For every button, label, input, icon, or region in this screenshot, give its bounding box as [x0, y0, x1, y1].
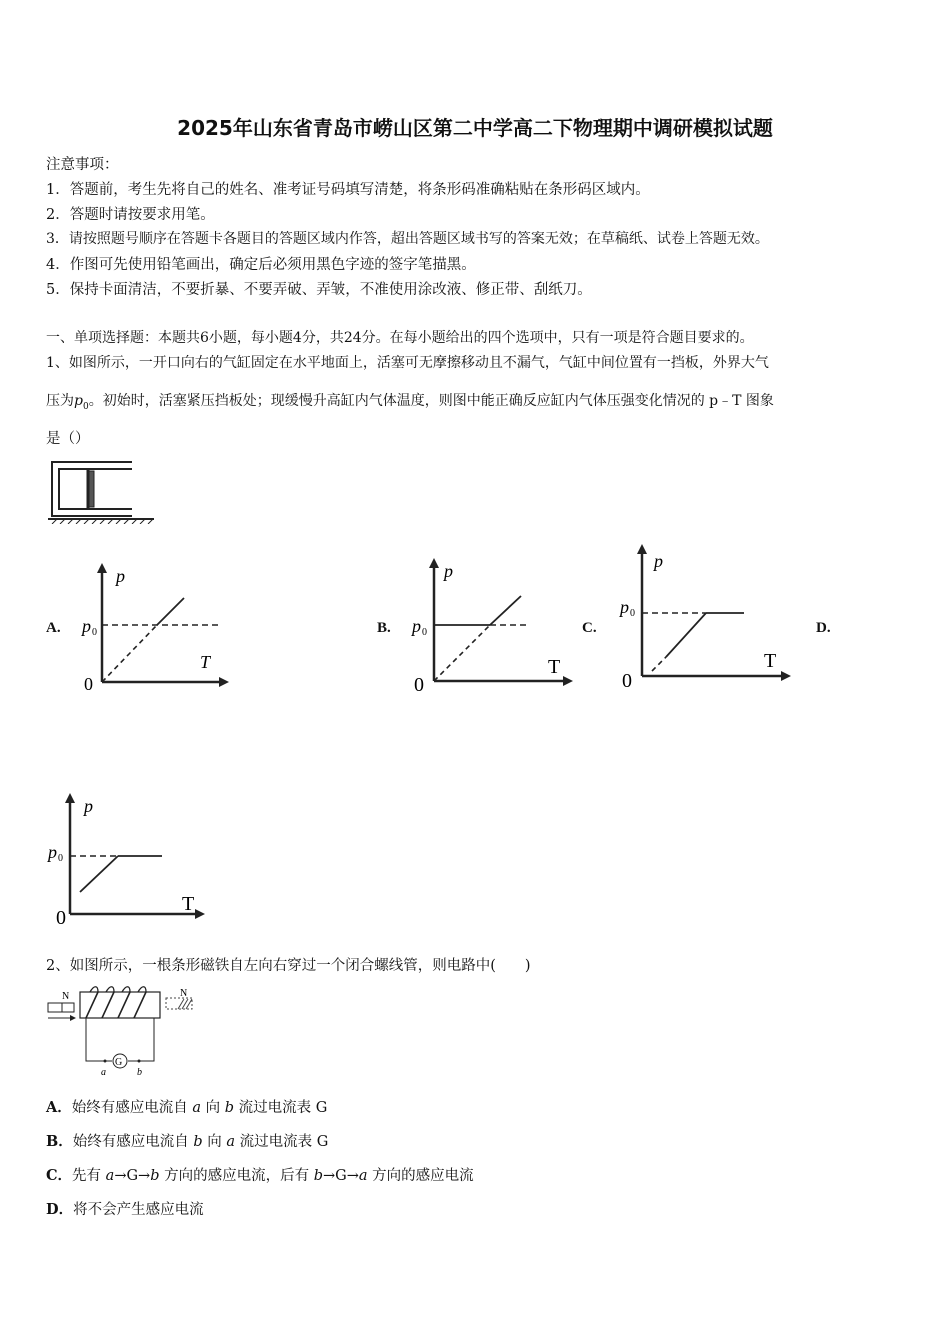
- terminal-b: [138, 1060, 141, 1063]
- q1-stem-line2: [46, 390, 774, 412]
- graph-d[interactable]: [44, 792, 214, 927]
- p0-symbol: p: [74, 393, 83, 409]
- q1-stem-line3: 是（）: [46, 431, 90, 447]
- p0-sub-label: 0: [630, 608, 635, 619]
- path-arrow: →G→: [323, 1168, 359, 1184]
- option-d-label[interactable]: D.: [816, 620, 831, 636]
- t-axis-label: T: [764, 650, 777, 672]
- q2-option-c[interactable]: [46, 1164, 474, 1185]
- p0-sub-label: 0: [422, 627, 427, 638]
- left-magnet-n-label: N: [62, 991, 70, 1002]
- cylinder-inner-wall: [59, 469, 132, 509]
- option-text: 流过电流表 G: [234, 1100, 328, 1116]
- q1-stem-text: 。初始时，活塞紧压挡板处；现缓慢升高缸内气体温度，则图中能正确反应缸内气体压强变化情况的 p﹣T 图象: [88, 393, 774, 409]
- q2-stem: 2、如图所示，一根条形磁铁自左向右穿过一个闭合螺线管，则电路中( ): [46, 958, 531, 974]
- t-axis-label: T: [548, 656, 561, 678]
- option-text: 先有: [72, 1168, 106, 1184]
- option-label: B．: [46, 1133, 73, 1150]
- option-text: 始终有感应电流自: [72, 1134, 194, 1150]
- var-a: a: [226, 1134, 236, 1150]
- cylinder-figure: [44, 458, 156, 524]
- p0-sub-label: 0: [58, 853, 63, 864]
- p-axis-label: p: [116, 566, 125, 586]
- p0-subscript: 0: [82, 401, 89, 412]
- p-t-line: [666, 613, 706, 657]
- graph-a[interactable]: [76, 560, 236, 695]
- terminal-b-label: b: [137, 1067, 142, 1078]
- right-magnet-n-label: N: [180, 988, 188, 999]
- p0-sub-label: 0: [92, 627, 97, 638]
- graph-c[interactable]: [618, 543, 798, 693]
- var-b: b: [150, 1168, 160, 1184]
- option-b-label[interactable]: B.: [377, 620, 391, 636]
- option-text: 流过电流表 G: [235, 1134, 329, 1150]
- var-a: a: [105, 1168, 115, 1184]
- var-b: b: [313, 1168, 324, 1184]
- left-magnet: [48, 1003, 74, 1012]
- option-text: 将不会产生感应电流: [73, 1202, 204, 1218]
- p0-label: p: [412, 616, 421, 636]
- section-heading: 一、单项选择题：本题共6小题，每小题4分，共24分。在每小题给出的四个选项中，只有一项是符合题目要求的。: [46, 330, 754, 346]
- var-b: b: [224, 1100, 235, 1116]
- q1-stem-text: 压为: [46, 393, 74, 409]
- motion-arrowhead: [70, 1015, 76, 1021]
- var-a: a: [358, 1168, 368, 1184]
- p-axis-label: p: [444, 561, 453, 581]
- notice-item: 5．保持卡面清洁，不要折暴、不要弄破、弄皱，不准使用涂改液、修正带、刮纸刀。: [46, 282, 592, 298]
- p-t-line: [80, 856, 118, 892]
- dashed-extension: [102, 625, 157, 682]
- p-axis-label: p: [84, 796, 93, 816]
- option-label: A．: [46, 1099, 72, 1116]
- p-t-line: [490, 596, 521, 625]
- dashed-extension: [652, 657, 666, 671]
- option-text: 向: [202, 1134, 227, 1150]
- origin-label: 0: [622, 670, 632, 692]
- var-a: a: [192, 1100, 202, 1116]
- terminal-a: [104, 1060, 107, 1063]
- graph-b[interactable]: [408, 555, 578, 695]
- option-a-label[interactable]: A.: [46, 620, 61, 636]
- q2-option-a[interactable]: [46, 1096, 327, 1117]
- p0-label: p: [48, 842, 57, 862]
- option-text: 方向的感应电流，后有: [159, 1168, 314, 1184]
- notice-heading: 注意事项：: [46, 157, 119, 173]
- p0-label: p: [620, 597, 629, 617]
- notice-item: 2．答题时请按要求用笔。: [46, 207, 215, 223]
- option-text: 始终有感应电流自: [71, 1100, 193, 1116]
- solenoid-coil-top: [90, 987, 146, 992]
- q2-option-b[interactable]: [46, 1130, 328, 1151]
- solenoid-figure: [46, 983, 196, 1078]
- notice-item: 3．请按照题号顺序在答题卡各题目的答题区域内作答，超出答题区域书写的答案无效；在草稿纸、试卷上答题无效。: [46, 231, 769, 247]
- p0-label: p: [82, 616, 91, 636]
- piston: [89, 471, 94, 507]
- option-c-label[interactable]: C.: [582, 620, 597, 636]
- notice-item: 1．答题前，考生先将自己的姓名、准考证号码填写清楚，将条形码准确粘贴在条形码区域内。: [46, 182, 650, 198]
- p-axis-label: p: [654, 551, 663, 571]
- t-axis-label: T: [182, 893, 195, 915]
- option-label: D．: [46, 1201, 74, 1218]
- p-t-line: [157, 598, 184, 625]
- terminal-a-label: a: [101, 1067, 106, 1078]
- page-title: 2025年山东省青岛市崂山区第二中学高二下物理期中调研模拟试题: [177, 116, 773, 140]
- var-b: b: [193, 1134, 203, 1150]
- q1-stem-line1: 1、如图所示，一开口向右的气缸固定在水平地面上，活塞可无摩擦移动且不漏气，气缸中间位置有一挡板，外界大气: [46, 355, 769, 371]
- dashed-extension: [434, 625, 490, 681]
- right-magnet-hatch: [178, 999, 192, 1009]
- origin-label: 0: [414, 674, 424, 695]
- solenoid-coil: [86, 992, 146, 1018]
- q2-option-d[interactable]: [46, 1198, 204, 1219]
- option-label: C．: [46, 1167, 73, 1184]
- notice-item: 4．作图可先使用铅笔画出，确定后必须用黑色字迹的签字笔描黑。: [46, 257, 476, 273]
- galvanometer-label: G: [115, 1057, 123, 1068]
- t-axis-label: T: [200, 652, 211, 672]
- path-arrow: →G→: [114, 1168, 151, 1184]
- origin-label: 0: [56, 907, 66, 927]
- origin-label: 0: [84, 674, 93, 694]
- option-text: 向: [201, 1100, 225, 1116]
- option-text: 方向的感应电流: [367, 1168, 474, 1184]
